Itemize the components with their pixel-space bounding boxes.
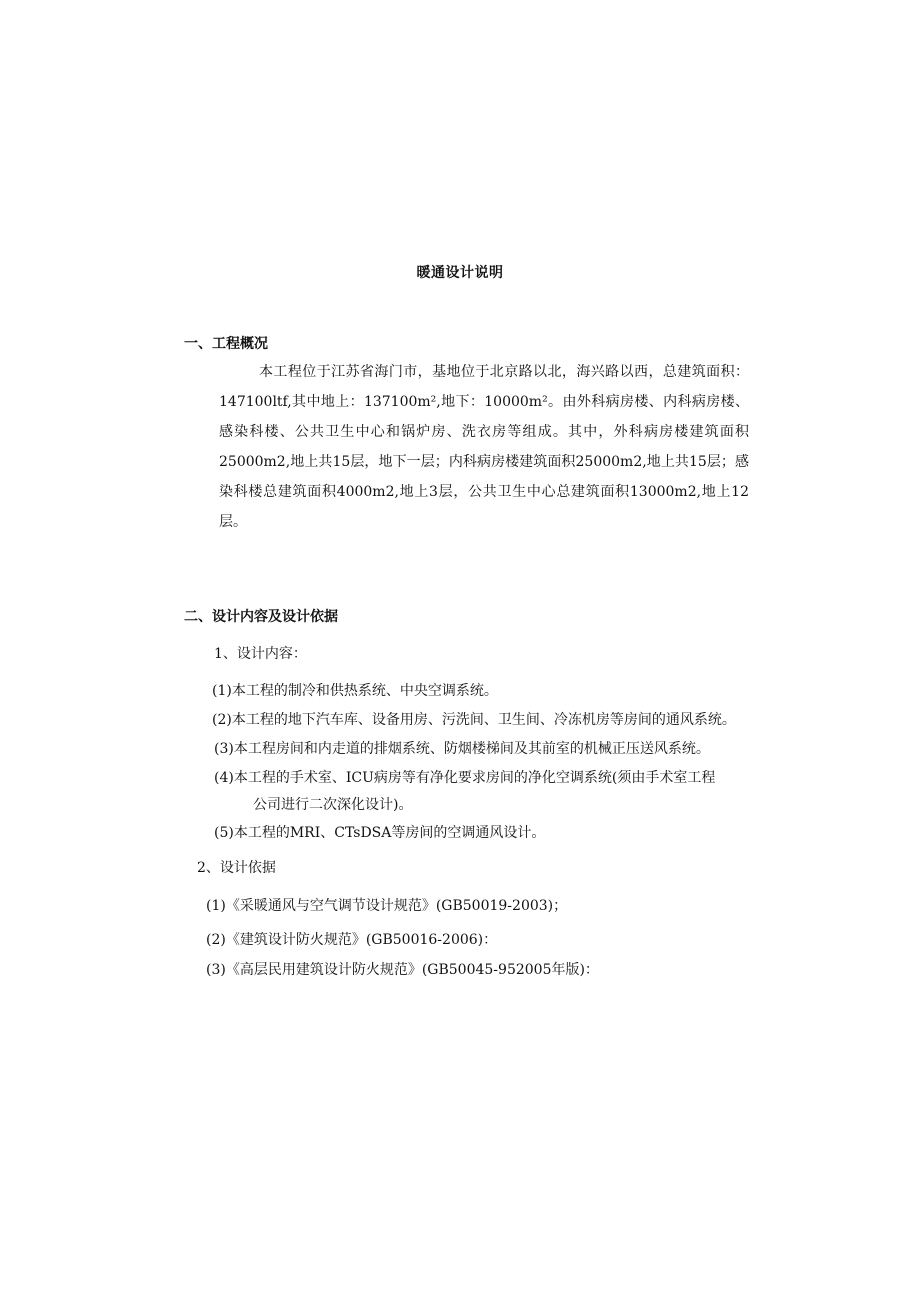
design-content-item-continuation: 公司进行二次深化设计)。: [253, 797, 413, 813]
design-content-item: (2)本工程的地下汽车库、设备用房、污洗间、卫生间、冷冻机房等房间的通风系统。: [212, 712, 736, 728]
design-content-heading: 1、设计内容：: [214, 646, 307, 662]
design-content-item: (4)本工程的手术室、ICU病房等有净化要求房间的净化空调系统(须由手术室工程: [214, 770, 716, 786]
design-basis-heading: 2、设计依据: [197, 860, 276, 876]
design-basis-item: (1)《采暖通风与空气调节设计规范》(GB50019-2003)；: [206, 898, 568, 914]
design-content-item: (5)本工程的MRI、CTsDSA等房间的空调通风设计。: [214, 825, 546, 841]
design-basis-item: (3)《高层民用建筑设计防火规范》(GB50045-952005年版)：: [206, 962, 599, 978]
document-title: 暖通设计说明: [416, 265, 504, 281]
section-2-heading: 二、设计内容及设计依据: [184, 609, 338, 625]
design-basis-item: (2)《建筑设计防火规范》(GB50016-2006)：: [206, 932, 498, 948]
design-content-item: (3)本工程房间和内走道的排烟系统、防烟楼梯间及其前室的机械正压送风系统。: [214, 741, 710, 757]
project-overview-paragraph: 本工程位于江苏省海门市，基地位于北京路以北，海兴路以西，总建筑面积：147100ltf,其中地上：137100m²,地下：10000m²。由外科病房楼、内科病房楼、感染科楼、公共卫生中心和锅炉房、洗衣房等组成。其中，外科病房楼建筑面积25000m2,地上共15层，地下一层；内科病房楼建筑面积25000m2,地上共15层；感染科楼总建筑面积4000m2,地上3层，公共卫生中心总建筑面积13000m2,地上12层。: [219, 364, 749, 530]
design-content-item: (1)本工程的制冷和供热系统、中央空调系统。: [212, 683, 498, 699]
section-1-heading: 一、工程概况: [184, 336, 268, 352]
